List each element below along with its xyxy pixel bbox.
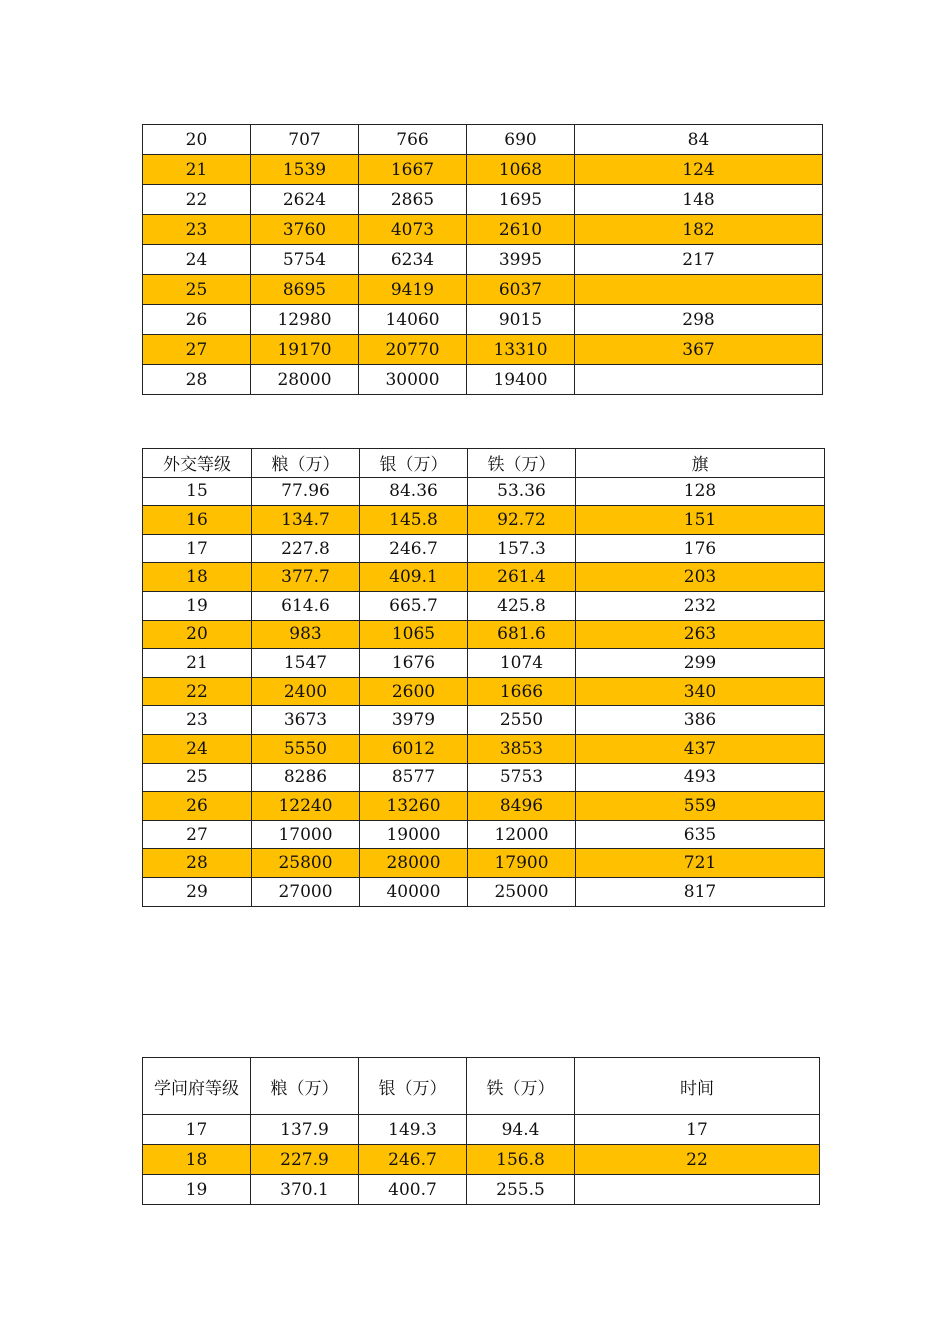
table-cell: 53.36 — [468, 477, 576, 506]
table-cell: 1667 — [359, 155, 467, 185]
column-header: 时间 — [575, 1058, 820, 1115]
table-row — [143, 677, 825, 706]
table-cell: 84 — [575, 125, 823, 155]
table-row — [143, 849, 825, 878]
table-cell: 1666 — [468, 677, 576, 706]
table-cell: 156.8 — [467, 1145, 575, 1175]
table-cell: 8695 — [251, 275, 359, 305]
table-cell: 77.96 — [252, 477, 360, 506]
table-cell: 19170 — [251, 335, 359, 365]
table-row — [143, 620, 825, 649]
table-cell: 19 — [143, 591, 252, 620]
table-cell: 137.9 — [251, 1115, 359, 1145]
table-cell: 340 — [576, 677, 825, 706]
table-cell: 246.7 — [359, 1145, 467, 1175]
table-row — [143, 706, 825, 735]
table-cell: 23 — [143, 706, 252, 735]
table-cell: 2624 — [251, 185, 359, 215]
table-cell: 400.7 — [359, 1175, 467, 1205]
table-cell: 27000 — [252, 877, 360, 906]
table-cell: 12240 — [252, 792, 360, 821]
table-cell: 12000 — [468, 820, 576, 849]
table-cell: 92.72 — [468, 506, 576, 535]
table-cell: 128 — [576, 477, 825, 506]
table-cell: 28 — [143, 365, 251, 395]
table-cell: 614.6 — [252, 591, 360, 620]
column-header: 外交等级 — [143, 449, 252, 478]
column-header: 铁（万） — [468, 449, 576, 478]
table-cell: 25800 — [252, 849, 360, 878]
table-cell: 3673 — [252, 706, 360, 735]
table-cell: 8286 — [252, 763, 360, 792]
table-row — [143, 506, 825, 535]
table-row — [143, 365, 823, 395]
table-cell: 21 — [143, 155, 251, 185]
table-cell: 2550 — [468, 706, 576, 735]
table-row — [143, 335, 823, 365]
table-cell: 134.7 — [252, 506, 360, 535]
table-row — [143, 155, 823, 185]
table-cell: 493 — [576, 763, 825, 792]
table-cell: 817 — [576, 877, 825, 906]
table-cell: 25 — [143, 275, 251, 305]
table-cell: 28000 — [251, 365, 359, 395]
table-cell: 559 — [576, 792, 825, 821]
table-cell: 1074 — [468, 649, 576, 678]
table-cell: 255.5 — [467, 1175, 575, 1205]
table-cell: 6012 — [360, 734, 468, 763]
column-header: 粮（万） — [252, 449, 360, 478]
table-cell — [575, 365, 823, 395]
column-header: 学问府等级 — [143, 1058, 251, 1115]
table-row — [143, 305, 823, 335]
table-cell: 203 — [576, 563, 825, 592]
table-cell: 27 — [143, 820, 252, 849]
table-cell: 983 — [252, 620, 360, 649]
table-cell: 26 — [143, 305, 251, 335]
column-header: 旗 — [576, 449, 825, 478]
table-cell: 26 — [143, 792, 252, 821]
table-cell: 1695 — [467, 185, 575, 215]
table-cell: 437 — [576, 734, 825, 763]
table-cell: 176 — [576, 534, 825, 563]
table-cell: 370.1 — [251, 1175, 359, 1205]
table-cell: 6234 — [359, 245, 467, 275]
table-cell: 157.3 — [468, 534, 576, 563]
table-cell: 367 — [575, 335, 823, 365]
table-row — [143, 591, 825, 620]
table-row — [143, 1115, 820, 1145]
table-cell: 2865 — [359, 185, 467, 215]
table-cell: 29 — [143, 877, 252, 906]
table-row — [143, 734, 825, 763]
table-cell: 690 — [467, 125, 575, 155]
table-cell: 217 — [575, 245, 823, 275]
table-cell: 261.4 — [468, 563, 576, 592]
table-cell: 2600 — [360, 677, 468, 706]
table-cell: 8577 — [360, 763, 468, 792]
table-cell: 19000 — [360, 820, 468, 849]
table-cell: 24 — [143, 245, 251, 275]
table-cell: 149.3 — [359, 1115, 467, 1145]
table-cell: 16 — [143, 506, 252, 535]
table-cell: 409.1 — [360, 563, 468, 592]
table-row — [143, 125, 823, 155]
table-cell: 1539 — [251, 155, 359, 185]
table-cell: 15 — [143, 477, 252, 506]
table-row — [143, 877, 825, 906]
table-cell: 232 — [576, 591, 825, 620]
table-cell: 30000 — [359, 365, 467, 395]
table-cell: 2610 — [467, 215, 575, 245]
table-cell: 9419 — [359, 275, 467, 305]
table-cell: 1065 — [360, 620, 468, 649]
table-cell: 1068 — [467, 155, 575, 185]
table-row — [143, 1175, 820, 1205]
table-cell: 24 — [143, 734, 252, 763]
table-cell: 21 — [143, 649, 252, 678]
table-cell: 145.8 — [360, 506, 468, 535]
table-cell: 386 — [576, 706, 825, 735]
table-row — [143, 563, 825, 592]
academy-level-table — [142, 1057, 820, 1205]
table-cell: 721 — [576, 849, 825, 878]
table-cell: 707 — [251, 125, 359, 155]
table-row — [143, 1145, 820, 1175]
table-cell: 5550 — [252, 734, 360, 763]
table-row — [143, 820, 825, 849]
table-cell: 766 — [359, 125, 467, 155]
table-cell: 1547 — [252, 649, 360, 678]
table-cell: 20 — [143, 620, 252, 649]
table-cell: 681.6 — [468, 620, 576, 649]
table-cell: 25 — [143, 763, 252, 792]
table-cell: 3853 — [468, 734, 576, 763]
table-cell: 182 — [575, 215, 823, 245]
table-cell: 20 — [143, 125, 251, 155]
table-cell: 23 — [143, 215, 251, 245]
table-cell: 298 — [575, 305, 823, 335]
table-cell: 5754 — [251, 245, 359, 275]
table-cell: 246.7 — [360, 534, 468, 563]
column-header: 银（万） — [359, 1058, 467, 1115]
table-cell — [575, 1175, 820, 1205]
table-cell: 3995 — [467, 245, 575, 275]
table-cell: 17 — [143, 1115, 251, 1145]
table-row — [143, 215, 823, 245]
table-cell: 22 — [575, 1145, 820, 1175]
table-cell: 8496 — [468, 792, 576, 821]
table-cell: 1676 — [360, 649, 468, 678]
table-cell: 19400 — [467, 365, 575, 395]
table-cell: 22 — [143, 677, 252, 706]
table-cell — [575, 275, 823, 305]
table-row — [143, 534, 825, 563]
table-cell: 18 — [143, 563, 252, 592]
table-cell: 425.8 — [468, 591, 576, 620]
column-header: 铁（万） — [467, 1058, 575, 1115]
table-cell: 12980 — [251, 305, 359, 335]
table-cell: 9015 — [467, 305, 575, 335]
table-cell: 28000 — [360, 849, 468, 878]
table-cell: 377.7 — [252, 563, 360, 592]
table-cell: 13260 — [360, 792, 468, 821]
column-header: 银（万） — [360, 449, 468, 478]
header-row — [143, 1058, 820, 1115]
table-cell: 18 — [143, 1145, 251, 1175]
table-cell: 14060 — [359, 305, 467, 335]
table-cell: 17000 — [252, 820, 360, 849]
table-cell: 4073 — [359, 215, 467, 245]
table-cell: 17 — [575, 1115, 820, 1145]
table-row — [143, 275, 823, 305]
table-cell: 94.4 — [467, 1115, 575, 1145]
table-cell: 635 — [576, 820, 825, 849]
table-cell: 227.8 — [252, 534, 360, 563]
table-row — [143, 649, 825, 678]
table-cell: 84.36 — [360, 477, 468, 506]
table-cell: 3760 — [251, 215, 359, 245]
diplomacy-level-table — [142, 448, 825, 907]
table-cell: 151 — [576, 506, 825, 535]
upgrade-cost-table-1 — [142, 124, 823, 395]
table-cell: 124 — [575, 155, 823, 185]
table-cell: 3979 — [360, 706, 468, 735]
table-cell: 227.9 — [251, 1145, 359, 1175]
table-row — [143, 185, 823, 215]
table-cell: 27 — [143, 335, 251, 365]
table-row — [143, 245, 823, 275]
table-cell: 25000 — [468, 877, 576, 906]
table-cell: 5753 — [468, 763, 576, 792]
table-cell: 40000 — [360, 877, 468, 906]
table-cell: 148 — [575, 185, 823, 215]
header-row — [143, 449, 825, 478]
table-cell: 6037 — [467, 275, 575, 305]
table-cell: 22 — [143, 185, 251, 215]
table-cell: 665.7 — [360, 591, 468, 620]
table-cell: 28 — [143, 849, 252, 878]
table-cell: 20770 — [359, 335, 467, 365]
table-row — [143, 763, 825, 792]
table-row — [143, 477, 825, 506]
table-cell: 299 — [576, 649, 825, 678]
column-header: 粮（万） — [251, 1058, 359, 1115]
table-cell: 2400 — [252, 677, 360, 706]
table-cell: 19 — [143, 1175, 251, 1205]
table-cell: 263 — [576, 620, 825, 649]
table-cell: 13310 — [467, 335, 575, 365]
table-cell: 17900 — [468, 849, 576, 878]
table-cell: 17 — [143, 534, 252, 563]
table-row — [143, 792, 825, 821]
